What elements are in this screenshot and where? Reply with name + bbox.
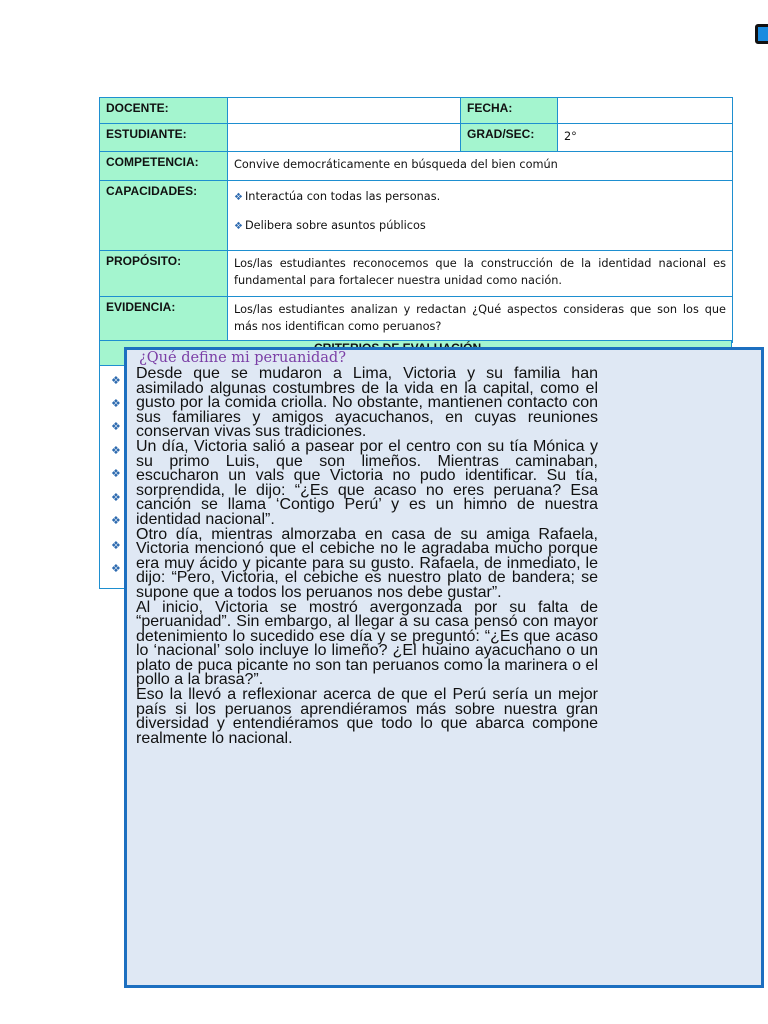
capacidad-item: ❖ Delibera sobre asuntos públicos (234, 219, 426, 232)
reading-story (136, 367, 598, 746)
diamond-bullet-icon: ❖ (111, 514, 121, 527)
competencia-value: Convive democráticamente en búsqueda del bien común (228, 152, 733, 181)
gradsec-field[interactable]: 2° (558, 124, 733, 152)
capacidad-item: ❖ Interactúa con todas las personas. (234, 190, 441, 203)
diamond-bullet-icon: ❖ (111, 467, 121, 480)
fecha-label: FECHA: (461, 98, 558, 124)
story-paragraph: Eso la llevó a reflexionar acerca de que el Perú sería un mejor país si los peruanos aprendiéramos más sobre nuestra gran diversidad y entendiéramos que todo lo que abarca compone realmente lo nacional. (136, 686, 598, 747)
diamond-bullet-icon: ❖ (111, 420, 121, 433)
estudiante-label: ESTUDIANTE: (100, 124, 228, 152)
diamond-bullet-icon: ❖ (234, 192, 243, 203)
story-paragraph: Desde que se mudaron a Lima, Victoria y su familia han asimilado algunas costumbres de la vida en la capital, como el gusto por la comida criolla. No obstante, mantienen contacto con sus familiares y amigos ayacuchanos, en cuyas reuniones conservan vivas sus tradiciones. (136, 365, 598, 441)
estudiante-field[interactable] (228, 124, 461, 152)
docente-label: DOCENTE: (100, 98, 228, 124)
competencia-label: COMPETENCIA: (100, 152, 228, 181)
capacidades-list (228, 181, 733, 251)
diamond-bullet-icon: ❖ (234, 221, 243, 232)
proposito-value: Los/las estudiantes reconocemos que la construcción de la identidad nacional es fundamental para fortalecer nuestra unidad como nación. (228, 251, 733, 297)
story-paragraph: Un día, Victoria salió a pasear por el centro con su tía Mónica y su primo Luis, que son limeños. Mientras caminaban, escucharon un vals que Victoria no pudo identificar. Su tía, sorprendida, le dijo: “¿Es que acaso no eres peruana? Esa canción se llama ‘Contigo Perú’ y es un himno de nuestra identidad nacional”. (136, 437, 598, 528)
session-info-table (99, 97, 733, 343)
capacidades-label: CAPACIDADES: (100, 181, 228, 251)
story-paragraph: Al inicio, Victoria se mostró avergonzada por su falta de “peruanidad”. Sin embargo, al llegar a su casa pensó con mayor detenimiento lo sucedido ese día y se preguntó: “¿Es que acaso lo ‘nacional’ solo incluye lo limeño? ¿El huaino ayacuchano o un plato de puca picante no son tan peruanos como la marinera o el pollo a la brasa?”. (136, 598, 598, 689)
reading-title: ¿Qué define mi peruanidad? (139, 350, 346, 366)
gradsec-label: GRAD/SEC: (461, 124, 558, 152)
diamond-bullet-icon: ❖ (111, 397, 121, 410)
proposito-label: PROPÓSITO: (100, 251, 228, 297)
docente-field[interactable] (228, 98, 461, 124)
evidencia-value: Los/las estudiantes analizan y redactan ¿Qué aspectos consideras que son los que más nos identifican como peruanos? (228, 297, 733, 343)
evidencia-label: EVIDENCIA: (100, 297, 228, 343)
diamond-bullet-icon: ❖ (111, 491, 121, 504)
diamond-bullet-icon: ❖ (111, 539, 121, 552)
story-paragraph: Otro día, mientras almorzaba en casa de su amiga Rafaela, Victoria mencionó que el cebiche no le agradaba mucho porque era muy ácido y picante para su gusto. Rafaela, de inmediato, le dijo: “Pero, Victoria, el cebiche es nuestro plato de bandera; se supone que a todos los peruanos nos debe gustar”. (136, 525, 598, 601)
diamond-bullet-icon: ❖ (111, 374, 121, 387)
diamond-bullet-icon: ❖ (111, 444, 121, 457)
diamond-bullet-icon: ❖ (111, 562, 121, 575)
reading-text-box[interactable] (124, 347, 764, 988)
fecha-field[interactable] (558, 98, 733, 124)
corner-tab-icon (755, 24, 768, 44)
